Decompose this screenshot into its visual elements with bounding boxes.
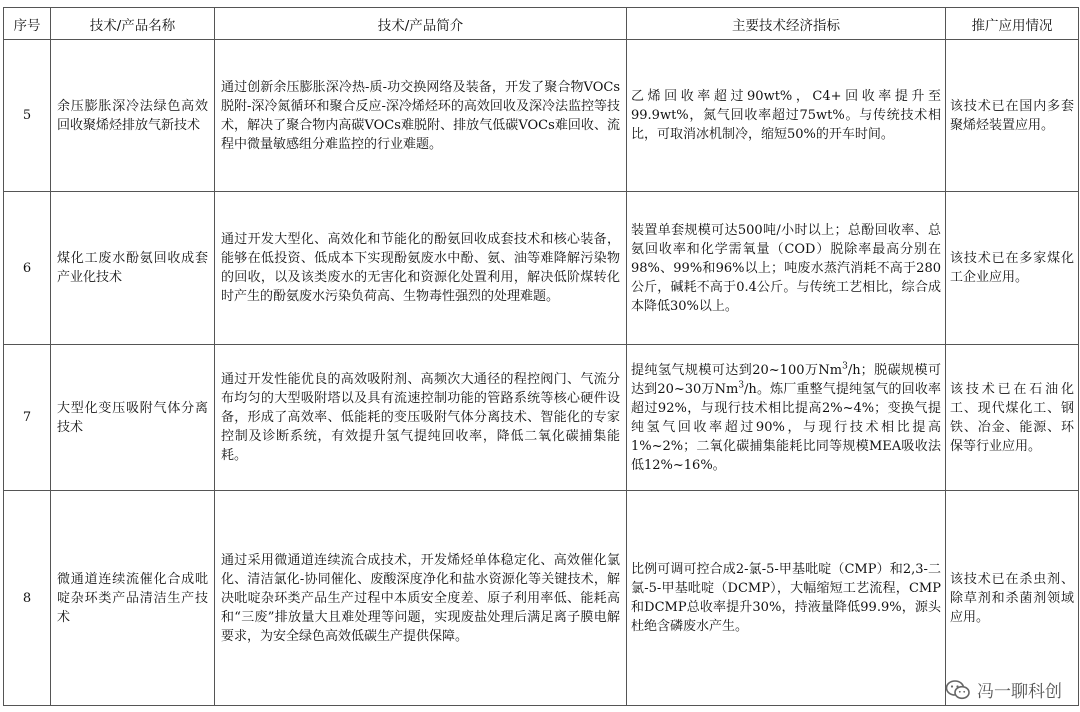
table-row [4,491,1079,706]
tech-intro-cell [215,491,627,706]
header-intro: 技术/产品简介 [215,8,627,40]
row-number: 5 [4,40,51,192]
tech-intro-cell [215,40,627,192]
header-row [4,8,1079,40]
tech-name-cell [51,491,215,706]
tech-name: 余压膨胀深冷法绿色高效回收聚烯烃排放气新技术 [57,98,208,133]
tech-application: 该技术已在石油化工、现代煤化工、钢铁、冶金、能源、环保等行业应用。 [950,381,1074,454]
indicator-text: 提纯氢气规模可达到20~100万Nm [631,362,843,378]
header-no: 序号 [4,8,51,40]
tech-intro: 通过开发性能优良的高效吸附剂、高频次大通径的程控阀门、气流分布均匀的大型吸附塔以及具有流速控制功能的管路系统等核心硬件设备，形成了高效率、低能耗的变压吸附气体分离技术、智能化的专家控制及诊断系统，有效提升氢气提纯回收率，降低二氧化碳捕集能耗。 [221,372,620,463]
tech-name: 煤化工废水酚氨回收成套产业化技术 [57,251,208,285]
row-number: 6 [4,192,51,345]
tech-application-cell [946,40,1079,192]
tech-indicators-cell [627,491,946,706]
tech-application-cell [946,345,1079,491]
tech-name-cell [51,345,215,491]
indicator-text: /h；脱碳规模可达到20~30万Nm [631,362,941,397]
superscript: 3 [842,361,848,372]
table-row [4,345,1079,491]
tech-name-cell [51,40,215,192]
tech-table [3,7,1079,706]
tech-intro-cell [215,345,627,491]
tech-indicators-cell [627,345,946,491]
tech-application-cell [946,192,1079,345]
table-row [4,192,1079,345]
watermark [945,677,1062,702]
tech-intro-cell [215,192,627,345]
tech-indicators [627,361,945,475]
table-row [4,40,1079,192]
wechat-icon [945,679,971,701]
indicator-text: /h。炼厂重整气提纯氢气的回收率超过92%，与现行技术相比提高2%~4%；变换气提纯氢气回收率超过90%，与现行技术相比提高1%~2%；二氧化碳捕集能耗比同等规模MEA吸收法低12%~16%。 [631,381,941,473]
tech-name: 微通道连续流催化合成吡啶杂环类产品清洁生产技术 [57,571,208,625]
tech-intro: 通过创新余压膨胀深冷热-质-功交换网络及装备，开发了聚合物VOCs脱附-深冷氮循环和聚合反应-深冷烯烃环的高效回收及深冷法监控等技术，解决了聚合物内高碳VOCs难脱附、排放气低碳VOCs难回收、流程中微量敏感组分难监控的行业难题。 [221,79,620,152]
row-number: 7 [4,345,51,491]
row-number: 8 [4,491,51,706]
header-name: 技术/产品名称 [51,8,215,40]
superscript: 3 [738,380,745,391]
tech-indicators: 比例可调可控合成2-氯-5-甲基吡啶（CMP）和2,3-二氯-5-甲基吡啶（DCMP），大幅缩短工艺流程，CMP和DCMP总收率提升30%，持液量降低99.9%，源头杜绝含磷废水产生。 [631,562,941,634]
tech-application-cell [946,491,1079,706]
tech-application: 该技术已在国内多套聚烯烃装置应用。 [950,98,1074,133]
tech-intro: 通过采用微通道连续流合成技术，开发烯烃单体稳定化、高效催化氯化、清洁氯化-协同催化、废酸深度净化和盐水资源化等关键技术，解决吡啶杂环类产品生产过程中本质安全度差、原子利用率低、能耗高和“三废”排放量大且难处理等问题，实现废盐处理后满足离子膜电解要求，为安全绿色高效低碳生产提供保障。 [221,552,620,644]
tech-indicators-cell [627,192,946,345]
watermark-text: 冯一聊科创 [977,682,1062,702]
tech-application: 该技术已在多家煤化工企业应用。 [950,251,1074,285]
tech-name: 大型化变压吸附气体分离技术 [57,400,208,435]
header-application: 推广应用情况 [946,8,1079,40]
tech-indicators: 乙烯回收率超过90wt%，C4+回收率提升至99.9wt%，氮气回收率超过75wt%。与传统技术相比，可取消冰机制冷，缩短50%的开车时间。 [631,89,941,142]
tech-indicators: 装置单套规模可达500吨/小时以上；总酚回收率、总氨回收率和化学需氧量（COD）脱除率最高分别在98%、99%和96%以上；吨废水蒸汽消耗不高于280公斤，碱耗不高于0.4公斤。与传统工艺相比，综合成本降低30%以上。 [631,222,941,314]
tech-name-cell [51,192,215,345]
header-indicators: 主要技术经济指标 [627,8,946,40]
tech-intro: 通过开发大型化、高效化和节能化的酚氨回收成套技术和核心装备，能够在低投资、低成本下实现酚氨废水中酚、氨、油等难降解污染物的回收，以及该类废水的无害化和资源化处置利用，解决低阶煤转化时产生的酚氨废水污染负荷高、生物毒性强烈的处理难题。 [221,232,620,304]
tech-application: 该技术已在杀虫剂、除草剂和杀菌剂领域应用。 [950,571,1074,625]
tech-indicators-cell [627,40,946,192]
